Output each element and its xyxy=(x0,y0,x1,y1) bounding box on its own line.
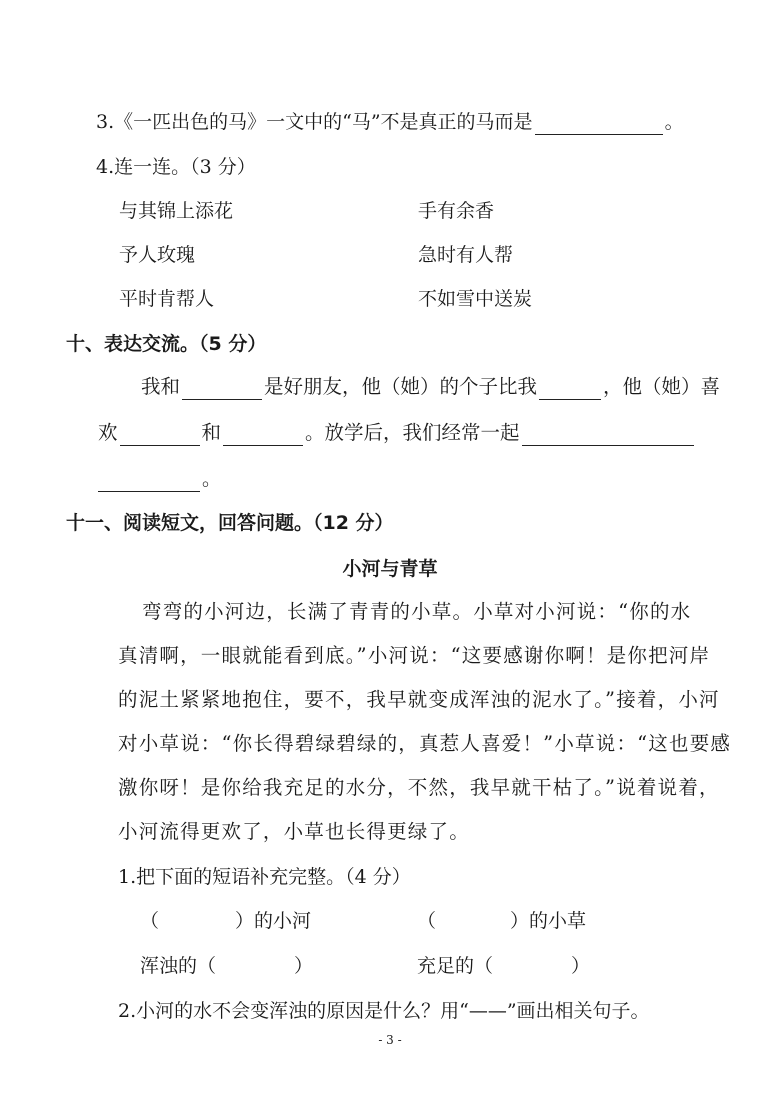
s10-line-3 xyxy=(98,466,221,492)
phrase-b[interactable] xyxy=(417,908,586,934)
s10-l1a: 我和 xyxy=(141,375,181,398)
phrase-a-close: ）的小河 xyxy=(235,910,312,932)
question-3 xyxy=(96,109,684,135)
height-blank[interactable] xyxy=(539,379,601,400)
question-4: 4.连一连。（3 分） xyxy=(96,156,256,178)
phrase-c[interactable] xyxy=(140,953,313,979)
passage-line-1: 弯弯的小河边，长满了青青的小草。小草对小河说：“你的水 xyxy=(142,600,692,623)
match-left-1[interactable]: 与其锦上添花 xyxy=(119,200,234,222)
phrase-d-open: 充足的（ xyxy=(417,955,494,977)
match-right-2[interactable]: 急时有人帮 xyxy=(418,244,514,266)
match-right-1[interactable]: 手有余香 xyxy=(418,200,495,222)
reading-question-1: 1.把下面的短语补充完整。（4 分） xyxy=(118,866,411,888)
phrase-b-open: （ xyxy=(417,910,437,932)
s10-l2a: 欢 xyxy=(98,421,118,444)
page-number: - 3 - xyxy=(378,1033,402,1047)
phrase-a-open: （ xyxy=(140,910,160,932)
s10-l3: 。 xyxy=(202,468,222,490)
phrase-d[interactable] xyxy=(417,953,590,979)
s10-line-2 xyxy=(98,420,696,446)
section-10-heading: 十、表达交流。（5 分） xyxy=(66,333,267,355)
activity-blank-continued[interactable] xyxy=(98,471,200,492)
s10-l2b: 和 xyxy=(201,421,222,444)
activity-blank[interactable] xyxy=(522,425,694,446)
q3-blank[interactable] xyxy=(535,114,663,135)
phrase-a[interactable] xyxy=(140,908,311,934)
phrase-d-close: ） xyxy=(571,955,591,977)
like-blank-2[interactable] xyxy=(223,425,303,446)
passage-line-6: 小河流得更欢了，小草也长得更绿了。 xyxy=(118,820,470,843)
s10-l2c: 。放学后，我们经常一起 xyxy=(305,421,520,444)
passage-line-5: 激你呀！是你给我充足的水分，不然，我早就干枯了。”说着说着， xyxy=(118,776,720,799)
section-11-heading: 十一、阅读短文，回答问题。（12 分） xyxy=(66,512,394,534)
phrase-c-close: ） xyxy=(294,955,314,977)
friend-name-blank[interactable] xyxy=(182,379,262,400)
like-blank-1[interactable] xyxy=(120,425,200,446)
phrase-c-open: 浑浊的（ xyxy=(140,955,217,977)
match-left-2[interactable]: 予人玫瑰 xyxy=(119,244,196,266)
q3-text: 3.《一匹出色的马》一文中的“马”不是真正的马而是 xyxy=(96,111,533,133)
s10-line-1 xyxy=(141,374,720,400)
s10-l1b: 是好朋友，他（她）的个子比我 xyxy=(264,375,538,398)
match-left-3[interactable]: 平时肯帮人 xyxy=(119,288,215,310)
q3-end: 。 xyxy=(664,111,684,133)
s10-l1c: ，他（她）喜 xyxy=(603,375,721,398)
passage-line-2: 真清啊，一眼就能看到底。”小河说：“这要感谢你啊！是你把河岸 xyxy=(118,644,711,667)
passage-line-3: 的泥土紧紧地抱住，要不，我早就变成浑浊的泥水了。”接着，小河 xyxy=(118,688,720,711)
passage-line-4: 对小草说：“你长得碧绿碧绿的，真惹人喜爱！”小草说：“这也要感 xyxy=(118,732,732,755)
phrase-b-close: ）的小草 xyxy=(510,910,587,932)
reading-question-2: 2.小河的水不会变浑浊的原因是什么？用“——”画出相关句子。 xyxy=(118,1000,650,1022)
passage-title: 小河与青草 xyxy=(342,558,438,580)
match-right-3[interactable]: 不如雪中送炭 xyxy=(418,288,533,310)
